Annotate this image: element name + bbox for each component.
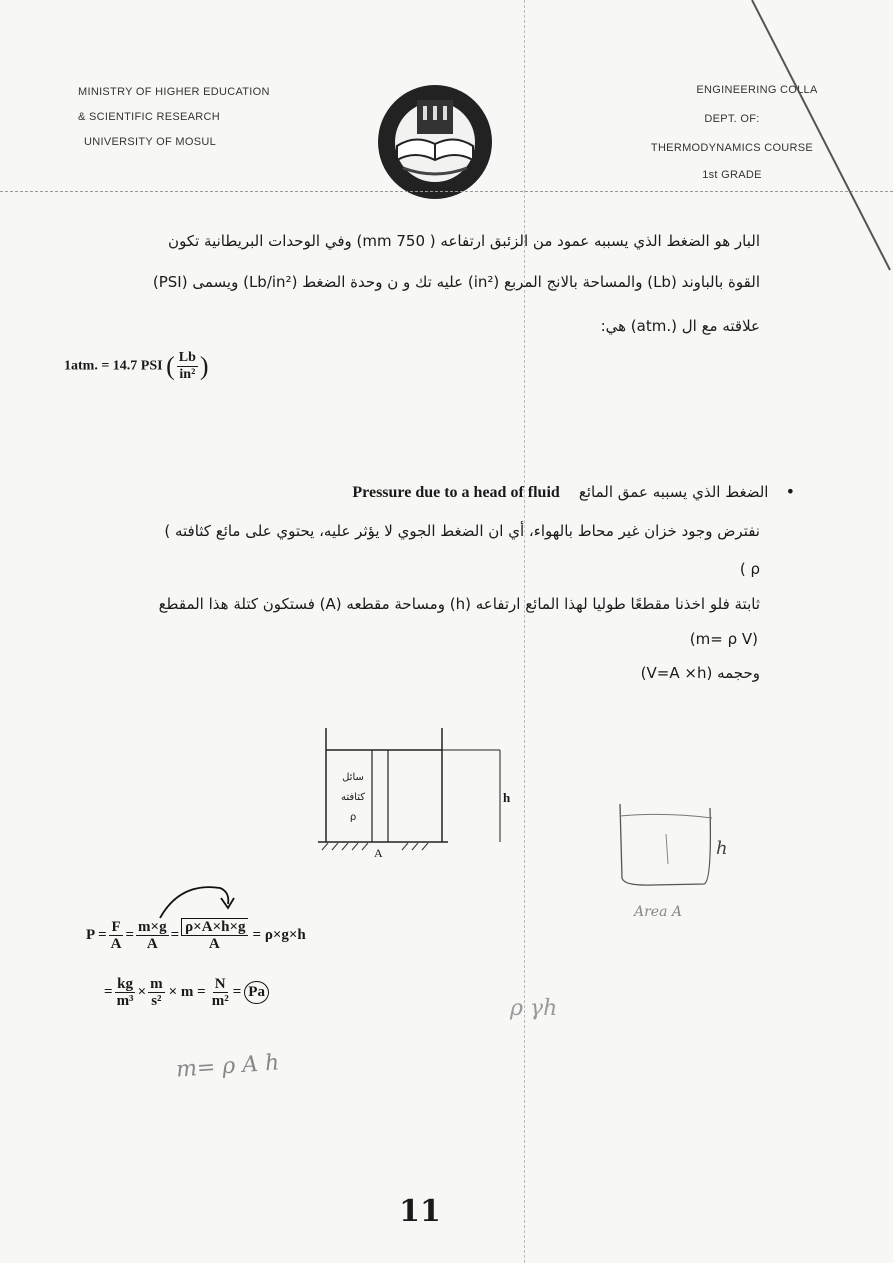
mg-den: A [146, 935, 158, 952]
intro-line-2: القوة بالباوند (Lb) والمساحة بالانج المربع (in²) عليه تك و ن وحدة الضغط (Lb/in²) ويسمى (PSI) [152, 273, 760, 291]
fluid-label-1: سائل [342, 772, 364, 783]
pahg-num: ρ×A×h×g [181, 918, 247, 936]
course-line: THERMODYNAMICS COURSE [650, 142, 814, 154]
hand-mass-eq: m= ρ A h [175, 1050, 281, 1083]
section-paragraph-2: ثابتة فلو اخذنا مقطعًا طوليا لهذا المائع ارتفاعه (h) ومساحة مقطعه (A) فستكون كتلة هذا المقطع [158, 595, 760, 613]
unit-m3: m³ [116, 993, 134, 1009]
tank-diagram [318, 728, 510, 868]
unit-kg: kg [117, 976, 133, 992]
university-seal [375, 82, 495, 206]
section-paragraph-1b: ρ ) [739, 560, 760, 578]
header-left [78, 86, 270, 148]
page-number: 11 [399, 1194, 441, 1229]
fluid-label [338, 768, 368, 828]
section-title-en: Pressure due to a head of fluid [352, 484, 560, 501]
units-formula: = $\frac{kg}{\text{m³}}$ × $\frac{m}{\text{s²}}$ × m = $\frac{N}{\text{m²}}$ = Pa [104, 976, 269, 1009]
pressure-formula: P = $\frac{F}{A}$ = $\frac{m\times g}{A}$ = $\frac{\rho\times A\times h\times g}{A}$ = ρ×g×h [86, 918, 306, 952]
f-num: F [111, 918, 121, 935]
ministry-line: MINISTRY OF HIGHER EDUCATION [78, 86, 270, 98]
university-line: UNIVERSITY OF MOSUL [84, 136, 217, 148]
atm-psi-equation: 1atm. = 14.7 PSI ( $\frac{Lb}{\text{in²}}$ ) [64, 350, 209, 382]
rho-g-h-result: = ρ×g×h [252, 926, 306, 943]
hand-area: Area A [634, 904, 682, 920]
unit-m2: m² [211, 993, 229, 1009]
pascal-unit: Pa [244, 981, 269, 1004]
f-den: A [110, 935, 122, 952]
hand-rho-gamma-h: ρ γh [510, 996, 558, 1021]
dept-line: DEPT. OF: [704, 113, 760, 125]
college-line: ENGINEERING COLLA [696, 84, 818, 96]
area-label: A [374, 846, 383, 860]
section-title-ar: الضغط الذي يسببه عمق المائع [578, 483, 769, 501]
curved-arrow-icon [150, 880, 250, 920]
equation-lhs: 1atm. = 14.7 PSI [64, 358, 163, 374]
unit-m: m [150, 976, 163, 992]
hand-h: h [716, 838, 728, 859]
height-label: h [503, 790, 511, 805]
mass-formula: (m= ρ V) [689, 630, 758, 648]
fluid-label-2: كثافته [341, 792, 365, 803]
p-equals: P = [86, 926, 107, 943]
equation-den: in² [179, 367, 196, 382]
pahg-den: A [208, 936, 220, 952]
unit-n: N [214, 976, 226, 992]
fluid-label-3: ρ [349, 812, 357, 823]
corner-crease [740, 0, 893, 280]
equation-num: Lb [178, 350, 196, 365]
hand-sketch [612, 798, 742, 928]
section-paragraph-1: نفترض وجود خزان غير محاط بالهواء، أي ان الضغط الجوي لا يؤثر عليه، يحتوي على مائع كثافته ) [164, 522, 760, 540]
intro-line-1: البار هو الضغط الذي يسببه عمود من الزئبق ارتفاعه ( 750 mm) وفي الوحدات البريطانية تكون [168, 232, 760, 250]
volume-formula: وحجمه (V=A ×h) [640, 664, 760, 682]
mg-num: m×g [138, 918, 167, 935]
grade-line: 1st GRADE [702, 169, 762, 181]
bullet-icon: • [785, 482, 795, 501]
intro-line-3: علاقته مع ال (.atm) هي: [600, 317, 760, 335]
unit-s2: s² [151, 993, 162, 1009]
section-heading [260, 482, 795, 502]
research-line: & SCIENTIFIC RESEARCH [78, 111, 220, 123]
unit-xm: × m = [168, 984, 206, 1000]
center-fold-line [524, 0, 525, 1263]
